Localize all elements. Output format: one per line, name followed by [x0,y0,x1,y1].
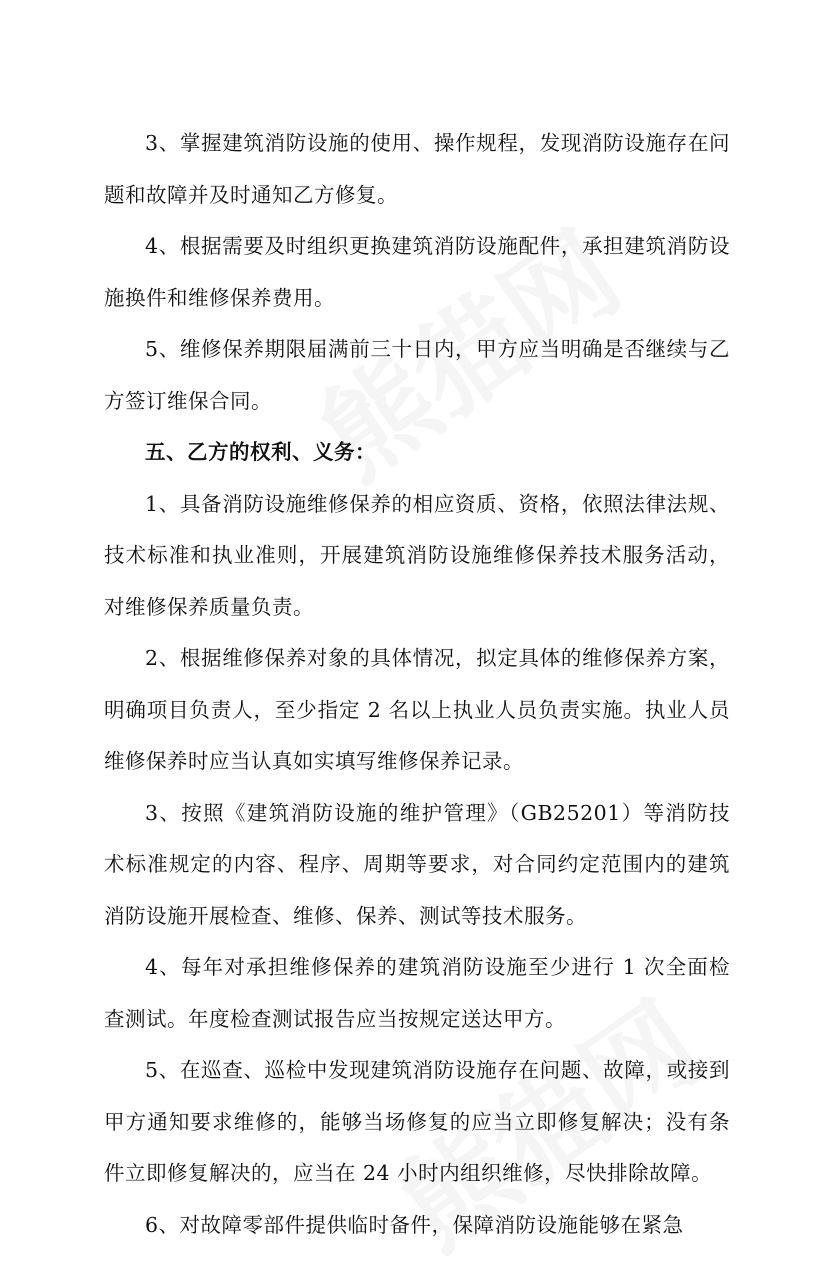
document-body [104,118,730,1251]
paragraph-duty-4: 4、根据需要及时组织更换建筑消防设施配件，承担建筑消防设施换件和维修保养费用。 [104,234,730,310]
section-heading: 五、乙方的权利、义务： [145,440,376,464]
paragraph-party-b-2: 2、根据维修保养对象的具体情况，拟定具体的维修保养方案，明确项目负责人，至少指定 2 名以上执业人员负责实施。执业人员维修保养时应当认真如实填写维修保养记录。 [104,646,730,773]
paragraph-party-b-6: 6、对故障零部件提供临时备件，保障消防设施能够在紧急 [145,1212,684,1237]
paragraph-duty-5: 5、维修保养期限届满前三十日内，甲方应当明确是否继续与乙方签订维保合同。 [104,337,730,413]
paragraph-party-b-3: 3、按照《建筑消防设施的维护管理》（GB25201）等消防技术标准规定的内容、程序、周期等要求，对合同约定范围内的建筑消防设施开展检查、维修、保养、测试等技术服务。 [104,800,730,928]
paragraph-party-b-1: 1、具备消防设施维修保养的相应资质、资格，依照法律法规、技术标准和执业准则，开展建筑消防设施维修保养技术服务活动，对维修保养质量负责。 [104,491,730,619]
paragraph-party-b-4: 4、每年对承担维修保养的建筑消防设施至少进行 1 次全面检查测试。年度检查测试报告应当按规定送达甲方。 [104,955,730,1031]
paragraph-duty-3: 3、掌握建筑消防设施的使用、操作规程，发现消防设施存在问题和故障并及时通知乙方修复。 [104,131,730,207]
paragraph-party-b-5: 5、在巡查、巡检中发现建筑消防设施存在问题、故障，或接到甲方通知要求维修的，能够当场修复的应当立即修复解决；没有条件立即修复解决的，应当在 24 小时内组织维修，尽快排除故障。 [104,1058,730,1185]
